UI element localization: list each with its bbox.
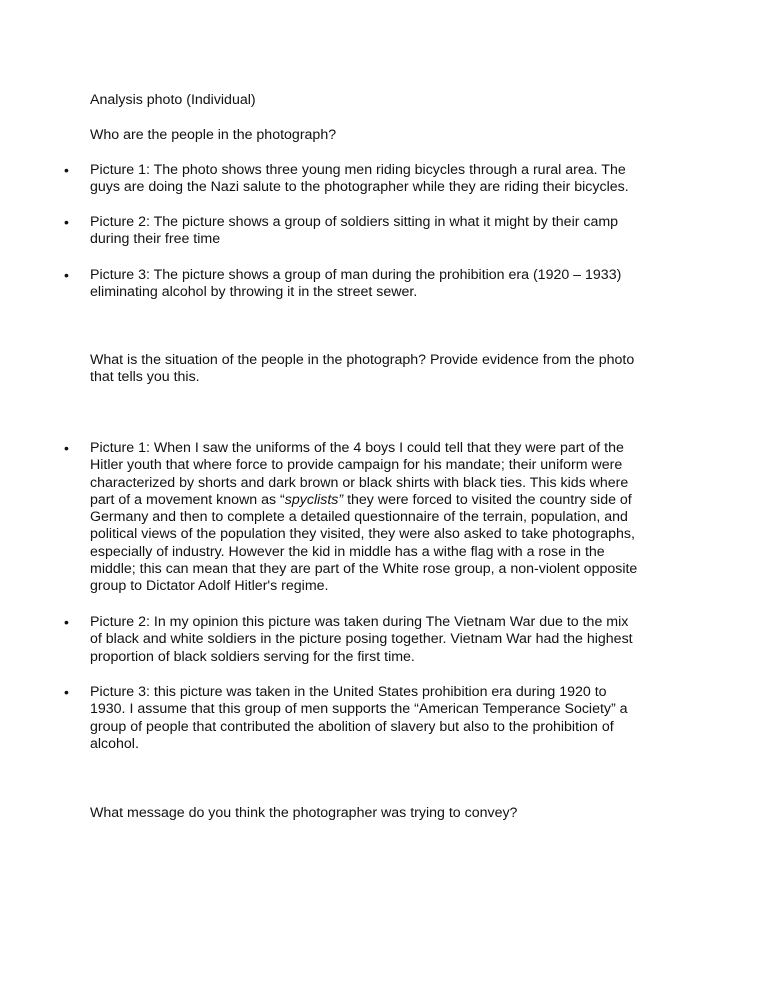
bullet-marker: • [64,214,69,230]
answer-situation-picture-1 [90,440,690,596]
document-title: Analysis photo (Individual) [90,92,256,108]
answer-situation-picture-1-part-a: Picture 1: When I saw the uniforms of the 4 boys I could tell that they were part of the Hitler youth that where force to provide campaign for his mandate; their uniform were characterized by shorts and dark brown or black shirts with black ties. This kids where part of a movement known as “ [90,440,629,508]
question-situation: What is the situation of the people in the photograph? Provide evidence from the photo that tells you this. [90,352,635,386]
bullet-marker: • [64,267,69,283]
answer-who-picture-2: Picture 2: The picture shows a group of soldiers sitting in what it might by their camp during their free time [90,214,619,248]
answer-who-picture-3: Picture 3: The picture shows a group of man during the prohibition era (1920 – 1933) eliminating alcohol by throwing it in the street sewer. [90,267,622,301]
bullet-marker: • [64,162,69,178]
answer-situation-picture-1-part-b: they were forced to visited the country side of Germany and then to complete a detailed questionnaire of the terrain, population, and political views of the population they visited, they were also asked to take photographs, especially of industry. However the kid in middle has a withe flag with a rose in the middle; this can mean that they are part of the White rose group, a non-violent opposite group to Dictator Adolf Hitler's regime. [90,491,638,595]
spyclists-term: spyclists” [284,491,344,508]
question-who: Who are the people in the photograph? [90,127,337,143]
answer-situation-picture-3: Picture 3: this picture was taken in the United States prohibition era during 1920 to 1930. I assume that this group of men supports the “American Temperance Society” a group of people that contributed the abolition of slavery but also to the prohibition of alcohol. [90,684,628,752]
answer-situation-picture-2: Picture 2: In my opinion this picture was taken during The Vietnam War due to the mix of black and white soldiers in the picture posing together. Vietnam War had the highest proportion of black soldiers serving for the first time. [90,614,633,665]
bullet-marker: • [64,684,69,700]
answer-who-picture-1: Picture 1: The photo shows three young men riding bicycles through a rural area. The guys are doing the Nazi salute to the photographer while they are riding their bicycles. [90,162,629,196]
question-message: What message do you think the photographer was trying to convey? [90,805,518,821]
bullet-marker: • [64,614,69,630]
bullet-marker: • [64,440,69,456]
